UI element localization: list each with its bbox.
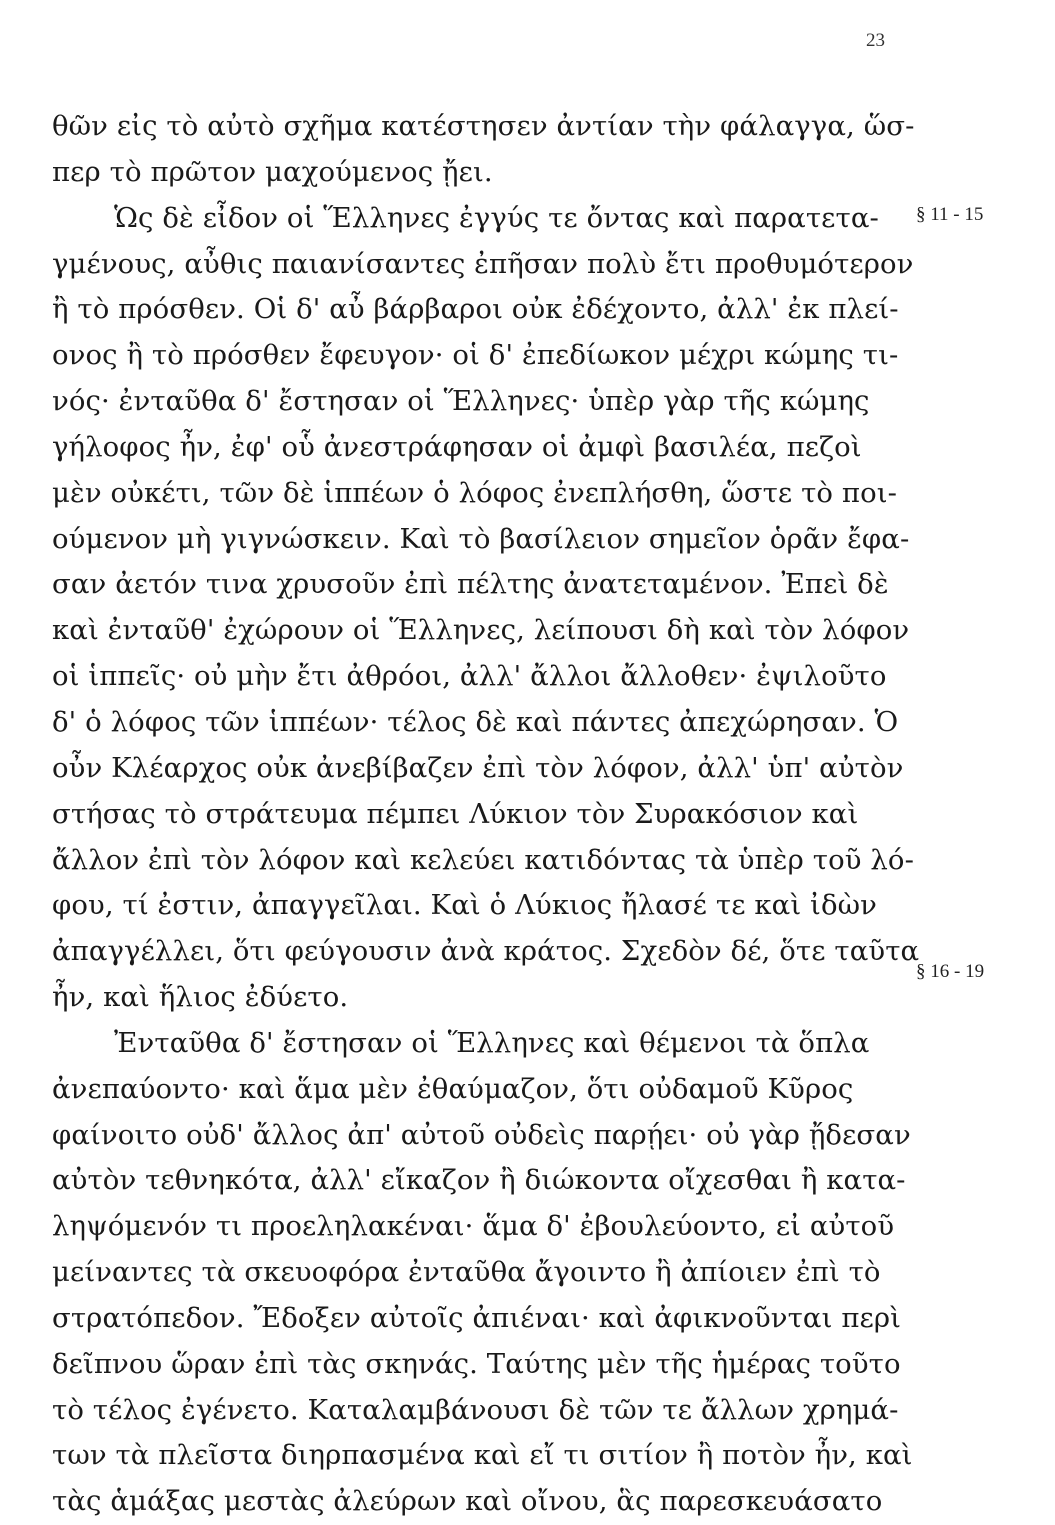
text-line-21: Ἐνταῦθα δ' ἔστησαν οἱ Ἕλληνες καὶ θέμενοι τὰ ὅπλα [114, 1026, 870, 1059]
text-line-1: θῶν εἰς τὸ αὐτὸ σχῆμα κατέστησεν ἀντίαν τὴν φάλαγγα, ὥσ- [52, 110, 915, 142]
text-line-4: γμένους, αὖθις παιανίσαντες ἐπῆσαν πολὺ ἔτι προθυμότερον [52, 247, 914, 280]
text-line-28: δεῖπνου ὥραν ἐπὶ τὰς σκηνάς. Ταύτης μὲν τῆς ἡμέρας τοῦτο [52, 1347, 901, 1380]
text-line-18: φου, τί ἐστιν, ἀπαγγεῖλαι. Καὶ ὁ Λύκιος ἤλασέ τε καὶ ἰδὼν [52, 889, 877, 922]
section-marker: § 11 - 15 [916, 204, 984, 225]
text-line-30: των τὰ πλεῖστα διηρπασμένα καὶ εἴ τι σιτίον ἢ ποτὸν ἦν, καὶ [52, 1439, 913, 1472]
text-line-22: ἀνεπαύοντο· καὶ ἅμα μὲν ἐθαύμαζον, ὅτι οὐδαμοῦ Κῦρος [52, 1072, 854, 1105]
text-line-31: τὰς ἁμάξας μεστὰς ἀλεύρων καὶ οἴνου, ἃς παρεσκευάσατο [52, 1485, 883, 1518]
text-line-19: ἀπαγγέλλει, ὅτι φεύγουσιν ἀνὰ κράτος. Σχεδὸν δέ, ὅτε ταῦτα [52, 935, 920, 968]
text-line-5: ἢ τὸ πρόσθεν. Οἱ δ' αὖ βάρβαροι οὐκ ἐδέχοντο, ἀλλ' ἐκ πλεί- [52, 293, 899, 326]
body-text [52, 104, 920, 1525]
text-line-8: γήλοφος ἦν, ἐφ' οὗ ἀνεστράφησαν οἱ ἀμφὶ βασιλέα, πεζοὶ [52, 430, 862, 463]
text-line-10: ούμενον μὴ γιγνώσκειν. Καὶ τὸ βασίλειον σημεῖον ὁρᾶν ἔφα- [52, 522, 910, 555]
text-line-24: αὐτὸν τεθνηκότα, ἀλλ' εἴκαζον ἢ διώκοντα οἴχεσθαι ἢ κατα- [52, 1164, 906, 1197]
text-line-13: οἱ ἱππεῖς· οὐ μὴν ἔτι ἀθρόοι, ἀλλ' ἄλλοι ἄλλοθεν· ἐψιλοῦτο [52, 660, 887, 693]
page-number: 23 [866, 30, 885, 51]
text-line-16: στήσας τὸ στράτευμα πέμπει Λύκιον τὸν Συρακόσιον καὶ [52, 797, 859, 830]
text-line-20: ἦν, καὶ ἥλιος ἐδύετο. [52, 981, 349, 1014]
text-line-29: τὸ τέλος ἐγένετο. Καταλαμβάνουσι δὲ τῶν τε ἄλλων χρημά- [52, 1393, 899, 1426]
text-line-27: στρατόπεδον. Ἔδοξεν αὐτοῖς ἀπιέναι· καὶ ἀφικνοῦνται περὶ [52, 1301, 901, 1334]
text-line-17: ἄλλον ἐπὶ τὸν λόφον καὶ κελεύει κατιδόντας τὰ ὑπὲρ τοῦ λό- [52, 843, 914, 876]
text-line-12: καὶ ἐνταῦθ' ἐχώρουν οἱ Ἕλληνες, λείπουσι δὴ καὶ τὸν λόφον [52, 614, 910, 647]
text-line-6: ονος ἢ τὸ πρόσθεν ἔφευγον· οἱ δ' ἐπεδίωκον μέχρι κώμης τι- [52, 339, 899, 372]
text-line-7: νός· ἐνταῦθα δ' ἔστησαν οἱ Ἕλληνες· ὑπὲρ γὰρ τῆς κώμης [52, 385, 870, 418]
text-line-11: σαν ἀετόν τινα χρυσοῦν ἐπὶ πέλτης ἀνατεταμένον. Ἐπεὶ δὲ [52, 568, 889, 601]
text-line-14: δ' ὁ λόφος τῶν ἱππέων· τέλος δὲ καὶ πάντες ἀπεχώρησαν. Ὁ [52, 705, 899, 738]
text-line-9: μὲν οὐκέτι, τῶν δὲ ἱππέων ὁ λόφος ἐνεπλήσθη, ὥστε τὸ ποι- [52, 476, 898, 509]
text-line-15: οὖν Κλέαρχος οὐκ ἀνεβίβαζεν ἐπὶ τὸν λόφον, ἀλλ' ὑπ' αὐτὸν [52, 751, 904, 784]
text-line-2: περ τὸ πρῶτον μαχούμενος ᾔει. [52, 155, 493, 188]
text-line-3: Ὡς δὲ εἶδον οἱ Ἕλληνες ἐγγύς τε ὄντας καὶ παρατετα- [114, 201, 879, 234]
text-line-25: ληψόμενόν τι προεληλακέναι· ἅμα δ' ἐβουλεύοντο, εἰ αὐτοῦ [52, 1210, 895, 1243]
text-line-23: φαίνοιτο οὐδ' ἄλλος ἀπ' αὐτοῦ οὐδεὶς παρῄει· οὐ γὰρ ᾔδεσαν [52, 1118, 911, 1151]
text-line-26: μείναντες τὰ σκευοφόρα ἐνταῦθα ἄγοιντο ἢ ἀπίοιεν ἐπὶ τὸ [52, 1256, 881, 1289]
section-marker: § 16 - 19 [916, 961, 985, 982]
